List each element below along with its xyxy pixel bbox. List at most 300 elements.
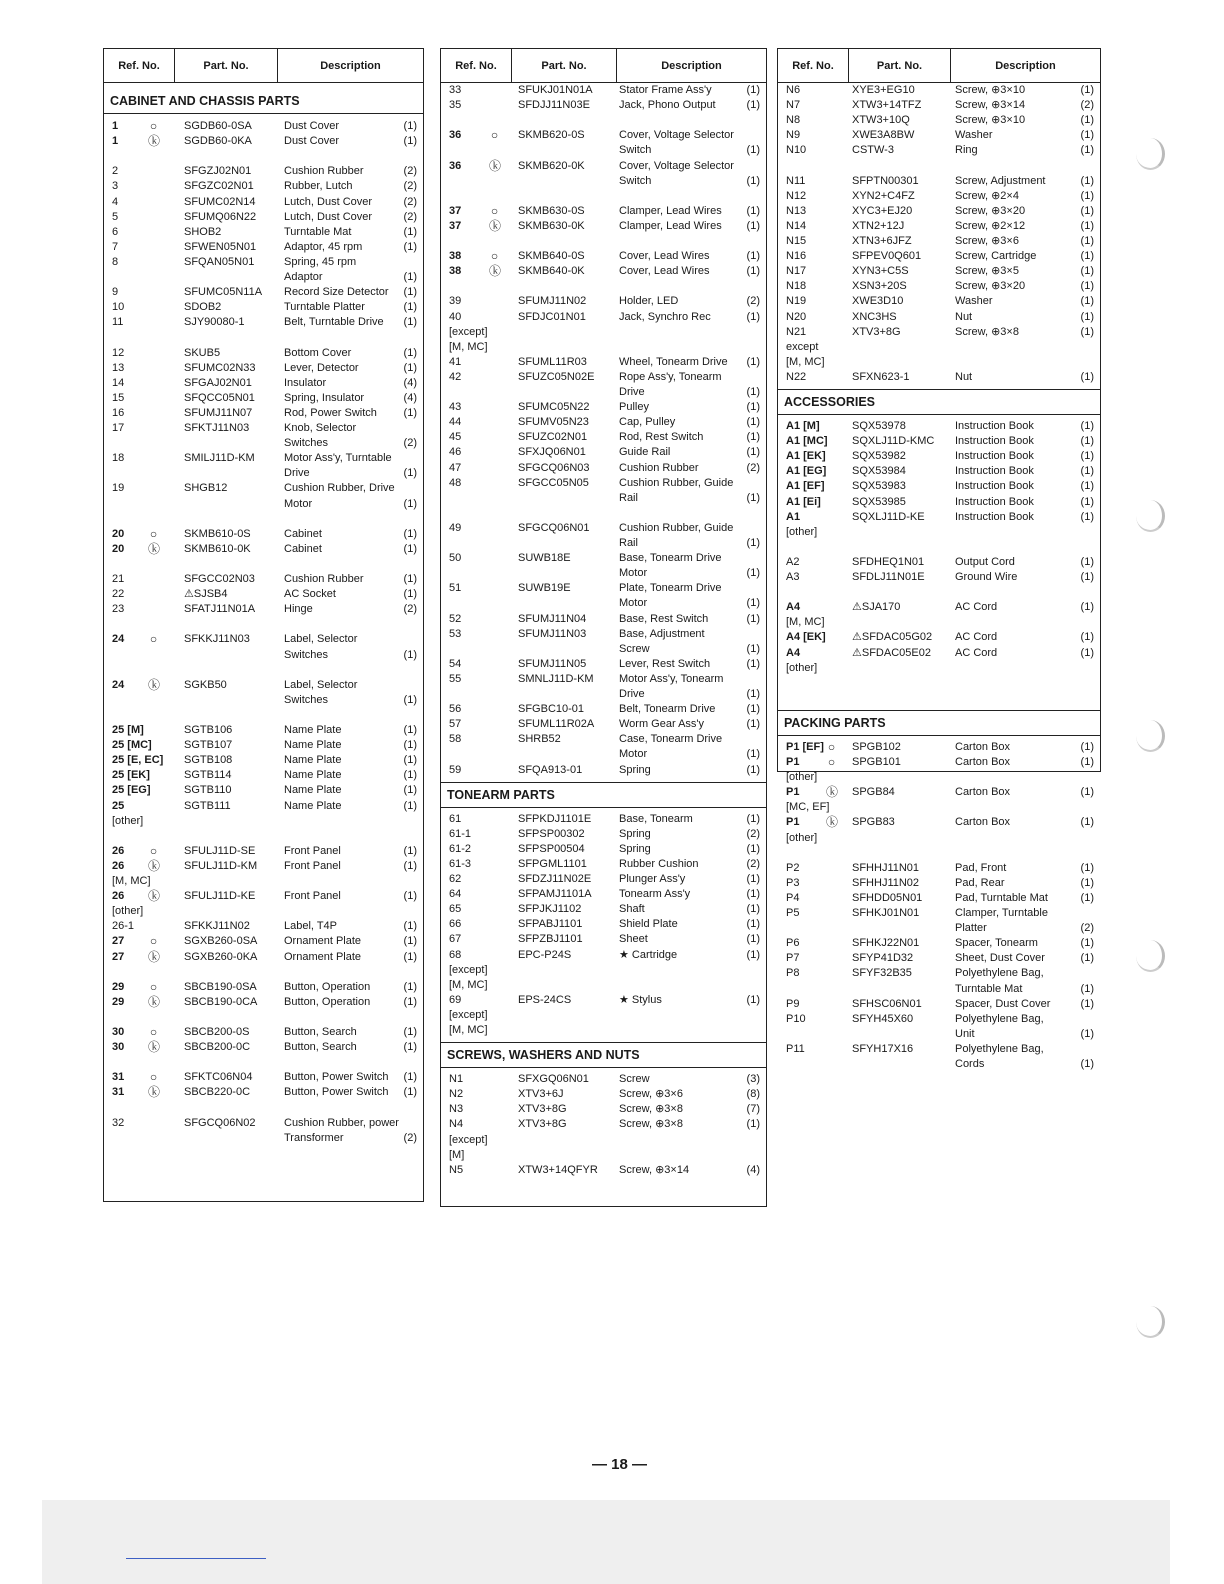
table-row <box>441 1163 766 1178</box>
ref-no: N7 <box>786 99 801 112</box>
table-row <box>104 768 423 783</box>
description: Screw, ⊕3×10 <box>955 114 1026 127</box>
quantity: (1) <box>1080 982 1094 995</box>
ref-no: 25 [EK] <box>112 769 150 782</box>
quantity: (4) <box>746 1163 760 1176</box>
punch-hole-mark <box>1136 1306 1165 1338</box>
ref-no: 61-3 <box>449 857 472 870</box>
part-no: SFDLJ11N01E <box>852 571 925 583</box>
ref-no: 49 <box>449 521 462 534</box>
description: Nut <box>955 310 973 323</box>
part-no: SFXJQ06N01 <box>518 446 586 459</box>
description: Screw, ⊕3×8 <box>619 1103 683 1116</box>
ref-no: 40 <box>449 310 462 323</box>
color-mark-icon: ○ <box>490 203 499 218</box>
part-no: SQX53983 <box>852 480 906 493</box>
part-no: SFULJ11D-SE <box>184 844 256 857</box>
ref-no: P1 [EF] <box>786 740 824 753</box>
ref-no: N15 <box>786 235 807 247</box>
quantity: (1) <box>403 769 417 782</box>
table-row <box>778 143 1100 158</box>
quantity: (1) <box>403 316 417 329</box>
table-row <box>441 627 766 642</box>
description: Stator Frame Ass'y <box>619 84 712 96</box>
table-row <box>441 415 766 430</box>
description: Front Panel <box>284 890 341 903</box>
ref-no: N2 <box>449 1088 464 1101</box>
quantity: (1) <box>746 597 760 610</box>
ref-no: 3 <box>112 180 119 193</box>
color-mark-icon: ○ <box>490 249 499 264</box>
table-row <box>441 948 766 963</box>
quantity: (1) <box>746 812 760 825</box>
quantity: (2) <box>1080 922 1094 935</box>
description: Carton Box <box>955 786 1011 799</box>
table-row <box>778 661 1100 676</box>
ref-no: N3 <box>449 1103 464 1116</box>
part-no: SGDB60-0SA <box>184 120 252 132</box>
description: Drive <box>619 386 645 398</box>
quantity: (1) <box>746 688 760 700</box>
quantity: (2) <box>1080 99 1094 112</box>
part-no: SQX53978 <box>852 420 906 432</box>
table-row <box>104 315 423 330</box>
ref-no: 41 <box>449 355 462 368</box>
ref-no: 11 <box>112 316 124 329</box>
part-no: SPGB83 <box>852 816 895 829</box>
part-no: SFKTJ11N03 <box>184 422 250 434</box>
ref-no: [M, MC] <box>449 340 488 353</box>
quantity: (1) <box>403 1086 417 1099</box>
description: Turntable Mat <box>284 225 352 238</box>
ref-no: 9 <box>112 286 119 299</box>
header-desc: Description <box>950 49 1100 82</box>
quantity: (1) <box>1080 891 1094 904</box>
quantity: (1) <box>1080 646 1094 659</box>
description: Shaft <box>619 903 645 916</box>
table-row <box>104 934 423 949</box>
part-no: SFGCQ06N03 <box>518 461 590 474</box>
part-no: SKMB640-0S <box>518 250 585 263</box>
ref-no: P7 <box>786 952 800 965</box>
table-row <box>104 632 423 647</box>
part-no: SKUB5 <box>184 346 221 359</box>
ref-no: 36 <box>449 159 462 172</box>
ref-no: 2 <box>112 165 119 178</box>
part-no: SFGCC05N05 <box>518 476 589 489</box>
color-mark-icon: ⓚ <box>148 994 161 1009</box>
ref-no: 20 <box>112 542 125 555</box>
ref-no: [M, MC] <box>112 875 151 887</box>
table-row <box>778 434 1100 449</box>
description: Screw, ⊕3×10 <box>955 84 1026 96</box>
table-row <box>778 83 1100 98</box>
part-no: SFPSP00302 <box>518 827 585 840</box>
part-no: SFPGML1101 <box>518 857 587 870</box>
quantity: (1) <box>1080 480 1094 493</box>
part-no: SFKKJ11N03 <box>184 633 250 646</box>
quantity: (1) <box>746 416 760 429</box>
quantity: (1) <box>403 346 417 359</box>
description: Screw, ⊕3×6 <box>955 235 1019 247</box>
quantity: (1) <box>746 99 760 112</box>
description: Base, Tonearm <box>619 812 693 825</box>
description: Motor <box>619 597 648 610</box>
part-no: ⚠SJA170 <box>852 601 901 614</box>
ref-no: N14 <box>786 219 807 232</box>
ref-no: 45 <box>449 431 462 444</box>
description: Screw, ⊕3×8 <box>955 325 1019 338</box>
ref-no: N5 <box>449 1163 464 1176</box>
table-row <box>441 872 766 887</box>
ref-no: 31 <box>112 1071 125 1084</box>
table-row <box>441 902 766 917</box>
quantity: (1) <box>1080 786 1094 799</box>
header-desc: Description <box>277 49 423 82</box>
parts-column-1 <box>103 48 424 1202</box>
part-no: SKMB620-0S <box>518 129 585 142</box>
table-row <box>778 355 1100 370</box>
ref-no: 10 <box>112 301 125 314</box>
quantity: (1) <box>746 250 760 263</box>
quantity: (1) <box>403 799 417 812</box>
quantity: (1) <box>746 1118 760 1131</box>
table-row <box>441 657 766 672</box>
ref-no: 19 <box>112 482 125 495</box>
color-mark-icon: ○ <box>149 632 158 647</box>
description: Worm Gear Ass'y <box>619 718 705 731</box>
quantity: (1) <box>1080 997 1094 1010</box>
color-mark-icon: ⓚ <box>148 858 161 873</box>
table-row <box>104 421 423 436</box>
ref-no: 36 <box>449 129 462 142</box>
table-row <box>778 189 1100 204</box>
quantity: (1) <box>403 467 417 480</box>
quantity: (1) <box>1080 861 1094 874</box>
part-no: XTV3+8G <box>852 325 901 338</box>
description: Ornament Plate <box>284 950 362 963</box>
ref-no: 7 <box>112 240 119 253</box>
table-row <box>104 179 423 194</box>
ref-no: 26 <box>112 844 125 857</box>
ref-no: 21 <box>112 573 125 585</box>
quantity: (1) <box>746 718 760 731</box>
description: Jack, Synchro Rec <box>619 310 711 323</box>
table-row <box>441 827 766 842</box>
quantity: (1) <box>1080 631 1094 644</box>
quantity: (1) <box>746 204 760 217</box>
part-no: EPS-24CS <box>518 993 572 1006</box>
part-no: SFUKJ01N01A <box>518 84 593 96</box>
ref-no: 25 [EG] <box>112 784 151 797</box>
ref-no: N9 <box>786 129 801 142</box>
table-row <box>441 551 766 566</box>
table-row <box>104 225 423 240</box>
part-no: SFGCQ06N02 <box>184 1116 256 1129</box>
description: Sheet, Dust Cover <box>955 952 1045 965</box>
description: AC Cord <box>955 631 998 644</box>
table-row <box>104 376 423 391</box>
quantity: (1) <box>746 657 760 670</box>
ref-no: N10 <box>786 144 807 157</box>
ref-no: 37 <box>449 219 462 232</box>
ref-no: P2 <box>786 861 800 874</box>
ref-no: 13 <box>112 361 125 374</box>
description: Switches <box>284 437 329 450</box>
header-ref: Ref. No. <box>792 59 834 72</box>
description: Instruction Book <box>955 420 1034 432</box>
part-no: SQX53984 <box>852 465 906 478</box>
table-row <box>441 747 766 762</box>
table-row <box>104 346 423 361</box>
ref-no: [other] <box>786 525 818 538</box>
color-mark-icon: ⓚ <box>489 218 502 233</box>
quantity: (1) <box>1080 310 1094 323</box>
ref-no: 16 <box>112 406 125 419</box>
quantity: (8) <box>746 1088 760 1101</box>
table-row <box>104 738 423 753</box>
description: Button, Power Switch <box>284 1071 389 1084</box>
table-row <box>441 355 766 370</box>
description: Cap, Pulley <box>619 416 676 429</box>
quantity: (7) <box>746 1103 760 1116</box>
quantity: (1) <box>746 84 760 96</box>
ref-no: 29 <box>112 980 125 993</box>
ref-no: 25 [M] <box>112 724 144 736</box>
description: Cords <box>955 1058 985 1070</box>
part-no: XTV3+8G <box>518 1118 567 1131</box>
ref-no: 26-1 <box>112 920 135 933</box>
ref-no: N8 <box>786 114 801 127</box>
part-no: SMILJ11D-KM <box>184 452 255 465</box>
description: Spring, Insulator <box>284 391 365 404</box>
table-row <box>104 1131 423 1146</box>
part-no: ⚠SFDAC05G02 <box>852 631 933 644</box>
ref-no: 25 [MC] <box>112 739 152 752</box>
quantity: (1) <box>746 993 760 1006</box>
description: AC Cord <box>955 646 998 659</box>
part-no: SKMB630-0K <box>518 219 585 232</box>
part-no: XTN3+6JFZ <box>852 235 912 247</box>
part-no: SGTB114 <box>184 769 232 782</box>
color-mark-icon: ○ <box>149 843 158 858</box>
part-no: SFPSP00504 <box>518 842 585 855</box>
quantity: (1) <box>1080 1027 1094 1040</box>
description: Spring <box>619 842 651 855</box>
quantity: (1) <box>1080 465 1094 478</box>
quantity: (1) <box>746 903 760 916</box>
ref-no: 61-1 <box>449 827 472 840</box>
table-row <box>441 98 766 113</box>
description: Cover, Lead Wires <box>619 265 710 278</box>
color-mark-icon: ⓚ <box>826 815 839 830</box>
part-no: SGXB260-0SA <box>184 935 258 948</box>
table-row <box>778 1027 1100 1042</box>
quantity: (2) <box>746 857 760 870</box>
table-row <box>778 755 1100 770</box>
description: Platter <box>955 922 987 935</box>
quantity: (1) <box>746 174 760 187</box>
description: Guide Rail <box>619 446 671 459</box>
description: Record Size Detector <box>284 286 389 299</box>
table-row <box>778 279 1100 294</box>
quantity: (1) <box>1080 174 1094 187</box>
table-row <box>778 1042 1100 1057</box>
description: Holder, LED <box>619 295 679 308</box>
quantity: (1) <box>746 144 760 157</box>
ref-no: A4 [EK] <box>786 631 826 644</box>
ref-no: 35 <box>449 99 462 112</box>
ref-no: N6 <box>786 84 801 96</box>
table-row <box>441 249 766 264</box>
description: Screw <box>619 1073 650 1086</box>
description: Lever, Rest Switch <box>619 657 711 670</box>
quantity: (1) <box>746 265 760 278</box>
quantity: (1) <box>1080 740 1094 753</box>
table-row <box>441 963 766 978</box>
table-row <box>104 285 423 300</box>
table-row <box>104 481 423 496</box>
part-no: SFGBC10-01 <box>518 703 585 716</box>
description: Cushion Rubber <box>284 573 364 585</box>
description: Unit <box>955 1027 975 1040</box>
table-row <box>104 210 423 225</box>
ref-no: P4 <box>786 891 800 904</box>
quantity: (1) <box>403 271 417 283</box>
description: Screw <box>619 642 650 655</box>
table-row <box>778 174 1100 189</box>
part-no: SFHSC06N01 <box>852 997 922 1010</box>
description: Rubber, Lutch <box>284 180 353 193</box>
table-row <box>441 1133 766 1148</box>
part-no: SFXN623-1 <box>852 370 910 383</box>
footer-link-line <box>126 1558 266 1559</box>
description: Nut <box>955 370 973 383</box>
description: Instruction Book <box>955 480 1034 493</box>
quantity: (1) <box>403 844 417 857</box>
ref-no: [except] <box>449 1008 488 1021</box>
quantity: (1) <box>1080 495 1094 508</box>
table-row <box>441 1087 766 1102</box>
quantity: (1) <box>746 748 760 761</box>
table-row <box>104 164 423 179</box>
description: Spacer, Dust Cover <box>955 997 1051 1010</box>
table-row <box>778 555 1100 570</box>
part-no: SFUML11R02A <box>518 718 595 731</box>
table-row <box>104 391 423 406</box>
ref-no: 18 <box>112 452 125 465</box>
ref-no: 31 <box>112 1086 125 1099</box>
part-no: SQX53982 <box>852 450 906 463</box>
section-heading: ACCESSORIES <box>778 389 1100 415</box>
table-row <box>778 370 1100 385</box>
table-row <box>441 294 766 309</box>
part-no: XYN3+C5S <box>852 265 909 278</box>
ref-no: 57 <box>449 718 462 731</box>
table-row <box>104 255 423 270</box>
ref-no: 38 <box>449 265 462 278</box>
part-no: SFUML11R03 <box>518 355 587 368</box>
header-ref: Ref. No. <box>118 59 160 72</box>
description: Cabinet <box>284 542 322 555</box>
column-header <box>778 49 1100 83</box>
description: Switches <box>284 648 329 661</box>
description: Screw, ⊕3×20 <box>955 204 1026 217</box>
part-no: XYN2+C4FZ <box>852 189 915 202</box>
table-row <box>104 799 423 814</box>
description: Adaptor, 45 rpm <box>284 240 363 253</box>
description: Spring <box>619 763 651 776</box>
part-no: SFPJKJ1102 <box>518 903 582 916</box>
ref-no: [other] <box>786 661 818 674</box>
ref-no: P9 <box>786 997 800 1010</box>
table-row <box>441 1102 766 1117</box>
ref-no: 33 <box>449 84 462 96</box>
part-no: SGTB110 <box>184 784 232 797</box>
ref-no: [M, MC] <box>449 978 488 991</box>
table-row <box>441 204 766 219</box>
ref-no: A4 <box>786 601 801 614</box>
table-row <box>778 951 1100 966</box>
table-row <box>778 525 1100 540</box>
quantity: (1) <box>1080 370 1094 383</box>
table-row <box>441 763 766 778</box>
description: Spacer, Tonearm <box>955 937 1038 950</box>
quantity: (1) <box>1080 435 1094 448</box>
table-row <box>104 300 423 315</box>
part-no: SDOB2 <box>184 301 222 314</box>
part-no: SFUMJ11N04 <box>518 612 587 625</box>
table-row <box>441 340 766 355</box>
quantity: (1) <box>746 933 760 946</box>
part-no: SFGZC02N01 <box>184 180 254 193</box>
description: Button, Search <box>284 1026 357 1038</box>
description: Ring <box>955 144 978 157</box>
part-no: CSTW-3 <box>852 144 894 157</box>
description: Spring <box>619 827 651 840</box>
part-no: SMNLJ11D-KM <box>518 672 594 685</box>
part-no: SQX53985 <box>852 495 906 508</box>
quantity: (1) <box>403 527 417 540</box>
table-row <box>778 570 1100 585</box>
table-row <box>778 464 1100 479</box>
header-part: Part. No. <box>848 49 950 82</box>
description: Cushion Rubber, Guide <box>619 521 734 534</box>
quantity: (1) <box>403 859 417 872</box>
color-mark-icon: ○ <box>490 128 499 143</box>
part-no: SUWB18E <box>518 552 571 565</box>
description: Carton Box <box>955 740 1011 753</box>
part-no: SUWB19E <box>518 582 571 595</box>
table-row <box>441 83 766 98</box>
table-row <box>441 445 766 460</box>
table-row <box>104 406 423 421</box>
part-no: SBCB220-0C <box>184 1086 251 1099</box>
table-row <box>441 566 766 581</box>
part-no: XTW3+10Q <box>852 114 910 127</box>
quantity: (1) <box>403 225 417 238</box>
description: Spring, 45 rpm <box>284 255 357 268</box>
quantity: (1) <box>1080 84 1094 96</box>
quantity: (1) <box>1080 295 1094 308</box>
quantity: (1) <box>403 497 417 510</box>
part-no: XSN3+20S <box>852 280 907 293</box>
description: Pulley <box>619 401 649 414</box>
part-no: SKMB610-0S <box>184 527 251 540</box>
quantity: (1) <box>403 739 417 752</box>
quantity: (1) <box>1080 420 1094 432</box>
ref-no: 4 <box>112 195 119 208</box>
